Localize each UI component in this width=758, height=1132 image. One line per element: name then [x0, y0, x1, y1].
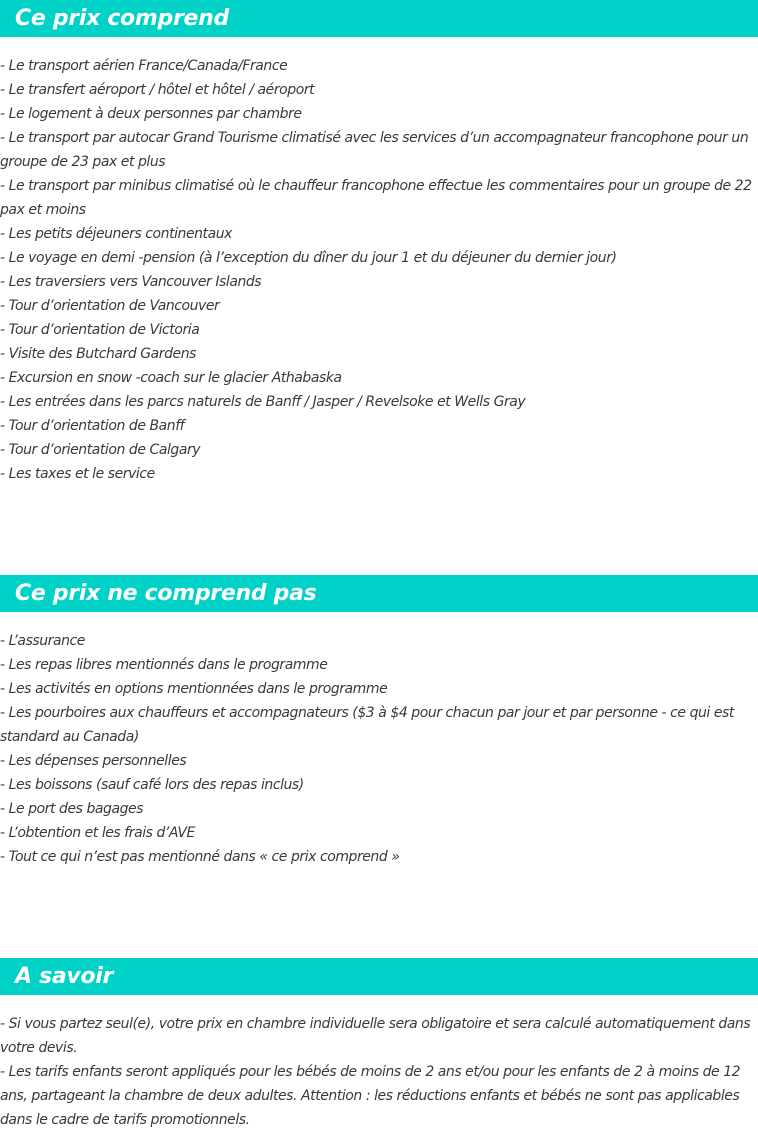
- list-item: - Les petits déjeuners continentaux: [0, 226, 232, 242]
- list-item: - Les entrées dans les parcs naturels de Banff / Jasper / Revelsoke et Wells Gray: [0, 394, 526, 410]
- list-item: - Le logement à deux personnes par chambre: [0, 106, 302, 122]
- list-item: - Les repas libres mentionnés dans le programme: [0, 657, 328, 673]
- list-item: - Les tarifs enfants seront appliqués pour les bébés de moins de 2 ans et/ou pour les enfants de 2 à moins de 12 ans, partageant la chambre de deux adultes. Attention : les réductions enfants et bébés ne sont pas applicables dans le cadre de tarifs promotionnels.: [0, 1064, 741, 1128]
- list-item: - Tout ce qui n’est pas mentionné dans « ce prix comprend »: [0, 849, 400, 865]
- includes-list: [0, 54, 758, 486]
- section-price-excludes: [0, 575, 758, 869]
- section-header-band: [0, 575, 758, 612]
- section-title: Ce prix comprend: [15, 6, 229, 31]
- list-item: - Tour d’orientation de Banff: [0, 418, 185, 434]
- list-item: - Tour d’orientation de Calgary: [0, 442, 201, 458]
- section-header-band: [0, 958, 758, 995]
- section-good-to-know: [0, 958, 758, 1132]
- section-title: A savoir: [15, 964, 114, 989]
- list-item: - Visite des Butchard Gardens: [0, 346, 196, 362]
- list-item: - Tour d’orientation de Victoria: [0, 322, 200, 338]
- list-item: - Le voyage en demi -pension (à l’exception du dîner du jour 1 et du déjeuner du dernier jour): [0, 250, 617, 266]
- section-title: Ce prix ne comprend pas: [15, 581, 317, 606]
- excludes-list: [0, 629, 758, 869]
- list-item: - Le port des bagages: [0, 801, 144, 817]
- list-item: - Les taxes et le service: [0, 466, 155, 482]
- section-price-includes: [0, 0, 758, 486]
- list-item: - Si vous partez seul(e), votre prix en chambre individuelle sera obligatoire et sera calculé automatiquement dans votre devis.: [0, 1016, 751, 1056]
- list-item: - Le transport par autocar Grand Tourisme climatisé avec les services d’un accompagnateur francophone pour un groupe de 23 pax et plus: [0, 130, 749, 170]
- list-item: - Les boissons (sauf café lors des repas inclus): [0, 777, 304, 793]
- list-item: - Le transport par minibus climatisé où le chauffeur francophone effectue les commentaires pour un groupe de 22 pax et moins: [0, 178, 752, 218]
- list-item: - L’obtention et les frais d’AVE: [0, 825, 195, 841]
- list-item: - Les pourboires aux chauffeurs et accompagnateurs ($3 à $4 pour chacun par jour et par personne - ce qui est standard au Canada): [0, 705, 734, 745]
- list-item: - L’assurance: [0, 633, 85, 649]
- list-item: - Les traversiers vers Vancouver Islands: [0, 274, 262, 290]
- list-item: - Les activités en options mentionnées dans le programme: [0, 681, 388, 697]
- info-list: [0, 1012, 758, 1132]
- list-item: - Le transfert aéroport / hôtel et hôtel / aéroport: [0, 82, 315, 98]
- list-item: - Le transport aérien France/Canada/France: [0, 58, 288, 74]
- list-item: - Les dépenses personnelles: [0, 753, 187, 769]
- section-header-band: [0, 0, 758, 37]
- list-item: - Tour d’orientation de Vancouver: [0, 298, 220, 314]
- list-item: - Excursion en snow -coach sur le glacier Athabaska: [0, 370, 342, 386]
